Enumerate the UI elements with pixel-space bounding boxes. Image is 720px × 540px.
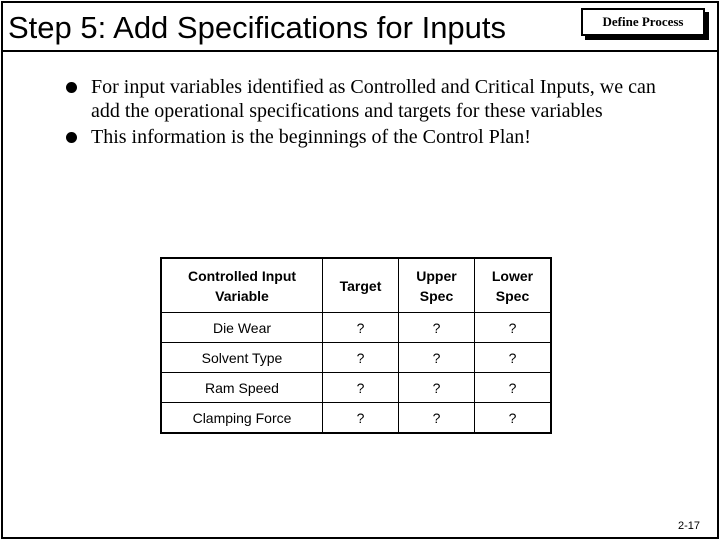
table-cell: ? — [399, 343, 475, 373]
table-row — [161, 403, 551, 434]
table-row — [161, 313, 551, 343]
table-cell: ? — [475, 313, 552, 343]
header-upper-spec: Upper Spec — [399, 258, 475, 313]
table-cell: Solvent Type — [161, 343, 323, 373]
bullet-text: For input variables identified as Controlled and Critical Inputs, we can add the operational specifications and targets for these variables — [91, 76, 656, 122]
table-cell: ? — [323, 403, 399, 434]
bullet-item — [66, 75, 666, 123]
table-cell: ? — [399, 373, 475, 403]
bullet-list — [66, 75, 666, 151]
header-lower-spec: Lower Spec — [475, 258, 552, 313]
table-cell: ? — [323, 343, 399, 373]
header-controlled-input-variable: Controlled Input Variable — [161, 258, 323, 313]
table-cell: ? — [323, 373, 399, 403]
specifications-table — [160, 257, 552, 434]
table-cell: Die Wear — [161, 313, 323, 343]
section-tag — [581, 8, 705, 36]
bullet-icon — [66, 132, 77, 143]
header-target: Target — [323, 258, 399, 313]
table-cell: ? — [399, 403, 475, 434]
table-cell: ? — [475, 343, 552, 373]
table-cell: ? — [475, 403, 552, 434]
table-cell: ? — [323, 313, 399, 343]
table-row — [161, 373, 551, 403]
table-cell: ? — [399, 313, 475, 343]
bullet-text: This information is the beginnings of the Control Plan! — [91, 126, 531, 148]
bullet-item — [66, 125, 666, 149]
table-header-row — [161, 258, 551, 313]
section-tag-label: Define Process — [581, 8, 705, 36]
page-number: 2-17 — [677, 520, 700, 532]
table-cell: Ram Speed — [161, 373, 323, 403]
title-divider — [3, 50, 717, 52]
table-cell: ? — [475, 373, 552, 403]
table-cell: Clamping Force — [161, 403, 323, 434]
table-row — [161, 343, 551, 373]
bullet-icon — [66, 82, 77, 93]
slide-title: Step 5: Add Specifications for Inputs — [8, 10, 507, 45]
